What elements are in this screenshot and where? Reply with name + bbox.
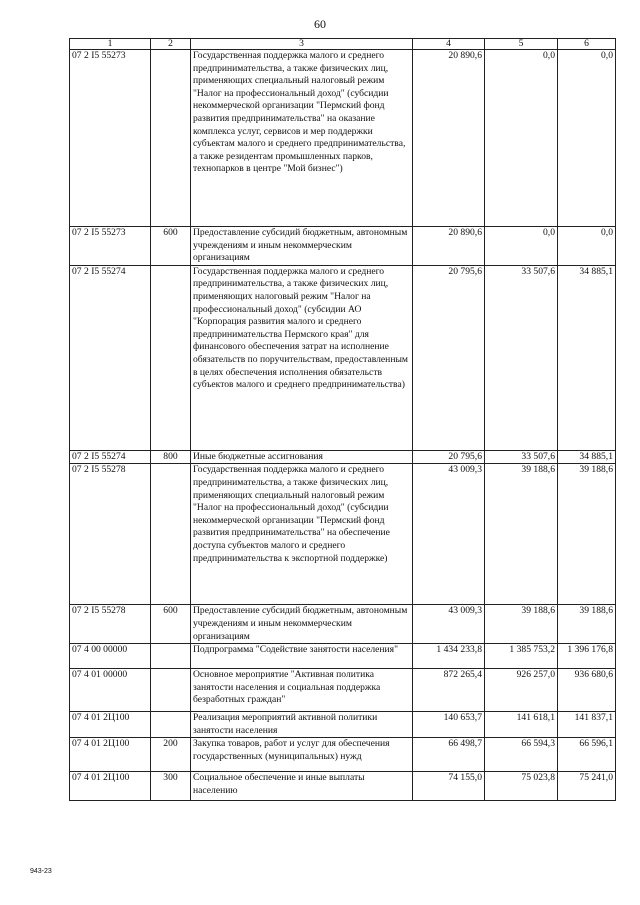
expense-type-cell <box>151 712 191 738</box>
amount-col5-cell: 141 618,1 <box>485 712 558 738</box>
amount-col6-cell: 75 241,0 <box>558 772 616 801</box>
amount-col5-cell: 39 188,6 <box>485 605 558 644</box>
column-header-3: 3 <box>191 39 413 50</box>
table-row <box>70 265 616 450</box>
amount-col4-cell: 872 265,4 <box>413 669 485 712</box>
amount-col6-cell: 1 396 176,8 <box>558 644 616 669</box>
amount-col6-cell: 0,0 <box>558 50 616 227</box>
budget-code-cell: 07 2 I5 55273 <box>70 50 151 227</box>
amount-col4-cell: 140 653,7 <box>413 712 485 738</box>
amount-col5-cell: 0,0 <box>485 50 558 227</box>
budget-code-cell: 07 2 I5 55278 <box>70 464 151 605</box>
item-name-cell: Государственная поддержка малого и среднего предпринимательства, а также физических лиц, применяющих специальный налоговый режим "Налог на профессиональный доход" (субсидии некоммерческой организации "Пермский фонд развития предпринимательства" на обеспечение доступа субъектов малого и среднего предпринимательства к экспортной поддержке) <box>191 464 413 605</box>
item-name-cell: Подпрограмма "Содействие занятости населения" <box>191 644 413 669</box>
amount-col6-cell: 0,0 <box>558 227 616 266</box>
amount-col4-cell: 20 795,6 <box>413 265 485 450</box>
amount-col4-cell: 74 155,0 <box>413 772 485 801</box>
budget-code-cell: 07 2 I5 55274 <box>70 265 151 450</box>
column-header-5: 5 <box>485 39 558 50</box>
amount-col6-cell: 936 680,6 <box>558 669 616 712</box>
expense-type-cell <box>151 464 191 605</box>
amount-col6-cell: 34 885,1 <box>558 265 616 450</box>
amount-col5-cell: 66 594,3 <box>485 738 558 772</box>
amount-col5-cell: 33 507,6 <box>485 450 558 464</box>
item-name-cell: Государственная поддержка малого и среднего предпринимательства, а также физических лиц, применяющих специальный налоговый режим "Налог на профессиональный доход" (субсидии некоммерческой организации "Пермский фонд развития предпринимательства" на оказание комплекса услуг, сервисов и мер поддержки субъектам малого и среднего предпринимательства, а также резидентам промышленных парков, технопарков в центре "Мой бизнес") <box>191 50 413 227</box>
item-name-cell: Социальное обеспечение и иные выплаты населению <box>191 772 413 801</box>
expense-type-cell <box>151 669 191 712</box>
amount-col6-cell: 39 188,6 <box>558 605 616 644</box>
expense-type-cell <box>151 265 191 450</box>
budget-code-cell: 07 4 01 2Ц100 <box>70 738 151 772</box>
table-row <box>70 772 616 801</box>
amount-col5-cell: 75 023,8 <box>485 772 558 801</box>
item-name-cell: Государственная поддержка малого и среднего предпринимательства, а также физических лиц, применяющих налоговый режим "Налог на профессиональный доход" (субсидии АО "Корпорация развития малого и среднего предпринимательства Пермского края" для финансового обеспечения затрат на исполнение обязательств по поручительствам, предоставленным в целях обеспечения исполнения обязательств субъектов малого и среднего предпринимательства) <box>191 265 413 450</box>
expense-type-cell: 300 <box>151 772 191 801</box>
item-name-cell: Закупка товаров, работ и услуг для обеспечения государственных (муниципальных) нужд <box>191 738 413 772</box>
page-number: 60 <box>314 17 326 31</box>
budget-code-cell: 07 4 01 00000 <box>70 669 151 712</box>
item-name-cell: Предоставление субсидий бюджетным, автономным учреждениям и иным некоммерческим организациям <box>191 227 413 266</box>
amount-col4-cell: 43 009,3 <box>413 464 485 605</box>
table-row <box>70 605 616 644</box>
document-code: 943-23 <box>30 868 52 875</box>
amount-col5-cell: 926 257,0 <box>485 669 558 712</box>
item-name-cell: Иные бюджетные ассигнования <box>191 450 413 464</box>
amount-col6-cell: 39 188,6 <box>558 464 616 605</box>
amount-col4-cell: 20 890,6 <box>413 227 485 266</box>
budget-code-cell: 07 4 01 2Ц100 <box>70 772 151 801</box>
amount-col6-cell: 141 837,1 <box>558 712 616 738</box>
expense-type-cell: 600 <box>151 605 191 644</box>
budget-code-cell: 07 2 I5 55273 <box>70 227 151 266</box>
amount-col4-cell: 66 498,7 <box>413 738 485 772</box>
column-header-6: 6 <box>558 39 616 50</box>
amount-col6-cell: 34 885,1 <box>558 450 616 464</box>
item-name-cell: Предоставление субсидий бюджетным, автономным учреждениям и иным некоммерческим организациям <box>191 605 413 644</box>
amount-col5-cell: 39 188,6 <box>485 464 558 605</box>
table-row <box>70 738 616 772</box>
expense-type-cell: 800 <box>151 450 191 464</box>
item-name-cell: Реализация мероприятий активной политики занятости населения <box>191 712 413 738</box>
amount-col6-cell: 66 596,1 <box>558 738 616 772</box>
column-header-4: 4 <box>413 39 485 50</box>
amount-col5-cell: 33 507,6 <box>485 265 558 450</box>
budget-code-cell: 07 4 00 00000 <box>70 644 151 669</box>
item-name-cell: Основное мероприятие "Активная политика занятости населения и социальная поддержка безработных граждан" <box>191 669 413 712</box>
column-header-1: 1 <box>70 39 151 50</box>
table-row <box>70 50 616 227</box>
amount-col5-cell: 0,0 <box>485 227 558 266</box>
budget-code-cell: 07 4 01 2Ц100 <box>70 712 151 738</box>
expense-type-cell <box>151 644 191 669</box>
expense-type-cell: 600 <box>151 227 191 266</box>
amount-col5-cell: 1 385 753,2 <box>485 644 558 669</box>
budget-code-cell: 07 2 I5 55274 <box>70 450 151 464</box>
expense-type-cell <box>151 50 191 227</box>
amount-col4-cell: 20 890,6 <box>413 50 485 227</box>
column-number-row <box>70 39 616 50</box>
table-row <box>70 712 616 738</box>
budget-table <box>69 38 616 801</box>
table-row <box>70 464 616 605</box>
table-row <box>70 669 616 712</box>
amount-col4-cell: 43 009,3 <box>413 605 485 644</box>
budget-code-cell: 07 2 I5 55278 <box>70 605 151 644</box>
table-row <box>70 644 616 669</box>
table-row <box>70 450 616 464</box>
amount-col4-cell: 1 434 233,8 <box>413 644 485 669</box>
expense-type-cell: 200 <box>151 738 191 772</box>
column-header-2: 2 <box>151 39 191 50</box>
table-row <box>70 227 616 266</box>
amount-col4-cell: 20 795,6 <box>413 450 485 464</box>
